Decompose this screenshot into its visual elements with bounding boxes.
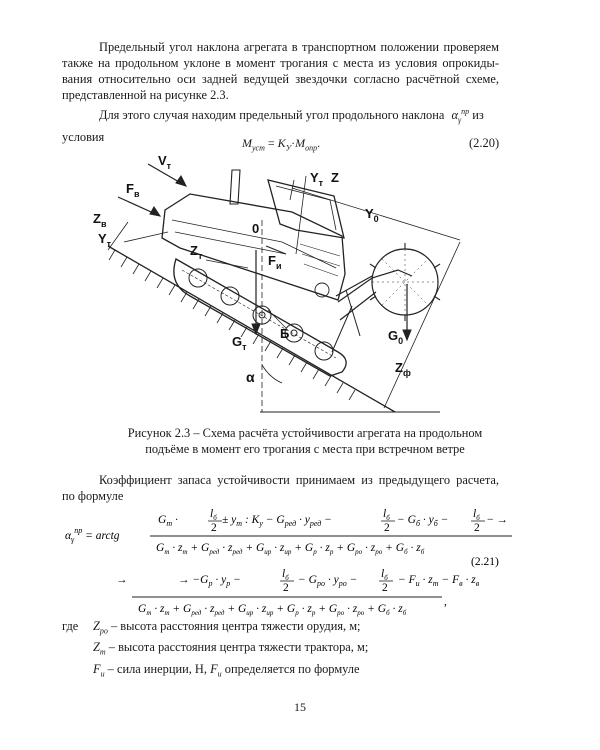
label-b: Б xyxy=(280,326,290,341)
definition-1: где $Z_{ро}$ – высота расстояния центра тяжести орудия, м; xyxy=(62,619,361,636)
exhaust-pipe xyxy=(230,170,240,204)
definitions xyxy=(62,618,369,682)
paragraph-2-text: Для этого случая находим предельный угол продольного наклона xyxy=(99,108,445,123)
svg-text:lб: $l_б$ xyxy=(381,568,388,582)
eq221-numerator-2 xyxy=(178,568,480,594)
svg-text:2: 2 xyxy=(283,582,289,594)
svg-text:2: 2 xyxy=(384,522,390,534)
svg-text:lб: $l_б$ xyxy=(282,568,289,582)
equation-2-20-number: (2.20) xyxy=(469,136,500,150)
svg-text:→ −Gр · yр −: → $-G_р \cdot y_р$ − xyxy=(178,574,241,588)
alpha-symbol: $\alpha_\gamma^{пр}$ xyxy=(451,107,470,125)
label-zero: 0 xyxy=(252,221,260,236)
svg-text:Gт ·: $G_т$ · xyxy=(158,514,178,528)
eq221-leading-arrow: → xyxy=(116,574,128,586)
paragraph-1-line-1: Предельный угол наклона агрегата в транспортном положении проверяем xyxy=(99,40,499,54)
label-f-i: $F_и$ xyxy=(268,253,282,271)
svg-text:2: 2 xyxy=(382,582,388,594)
eq221-comma: , xyxy=(444,596,447,608)
page-number: 15 xyxy=(294,700,306,714)
eq221-numerator-1 xyxy=(158,508,508,534)
label-y-t-left: $Y_т$ xyxy=(98,231,112,249)
svg-text:2: 2 xyxy=(474,522,480,534)
svg-text:lб: $l_б$ xyxy=(210,508,217,522)
svg-text:− Gб · yб −: − $G_б \cdot y_б$ − xyxy=(397,514,449,528)
paragraph-1-line-4: представленной на рисунке 2.3. xyxy=(62,88,229,102)
slope-hatching xyxy=(109,250,355,400)
svg-text:lб: $l_б$ xyxy=(383,508,390,522)
eq221-lhs: $\alpha_\gamma^{пр}$ = arctg xyxy=(65,526,120,544)
tractor-cab xyxy=(268,180,344,238)
paragraph-3-line-1: Коэффициент запаса устойчивости принимаем из предыдущего расчета, xyxy=(99,473,499,487)
paragraph-3 xyxy=(62,472,499,504)
paragraph-1 xyxy=(62,39,499,103)
label-v-t: $V_т$ xyxy=(158,153,172,171)
definition-2: $Z_т$ – высота расстояния центра тяжести трактора, м; xyxy=(93,640,369,657)
stability-diagram xyxy=(0,150,600,420)
label-z-v: $Z_в$ xyxy=(93,211,107,229)
figure-caption-line-2: подъёме в момент его трогания с места при встречном ветре xyxy=(145,442,465,456)
svg-text:2: 2 xyxy=(211,522,217,534)
equation-2-21 xyxy=(0,507,600,617)
figure-caption-line-1: Рисунок 2.3 – Схема расчёта устойчивости агрегата на продольном xyxy=(127,426,483,440)
label-g-t: $G_т$ xyxy=(232,334,247,352)
label-z-f: $Z_ф$ xyxy=(395,360,411,378)
label-y0: $Y_0$ xyxy=(365,206,379,224)
label-z-top: Z xyxy=(331,170,339,185)
where-label: где xyxy=(62,619,79,633)
svg-text:lб: $l_б$ xyxy=(473,508,480,522)
definition-3: $F_и$ – сила инерции, Н, $F_и$ определяется по формуле xyxy=(93,661,360,679)
dim-yt-left xyxy=(124,232,168,242)
paragraph-1-line-2: также на продольном уклоне в момент трогания с места из условия опрокиды- xyxy=(62,56,499,70)
dim-zf xyxy=(384,242,460,408)
paragraph-2-from: из xyxy=(469,108,484,123)
track-wheels xyxy=(189,269,333,360)
label-y-t-top: $Y_т$ xyxy=(310,170,324,188)
eq221-denominator-1: $G_т \cdot z_т + G_{ред} \cdot z_{ред} + G_{ир} \cdot z_{ир} + G_р \cdot z_р + G_{ро} \cdot z_{ро} + G_б \cdot z_б$ xyxy=(156,542,425,556)
label-f-v: $F_в$ xyxy=(126,181,140,199)
paragraph-1-line-3: вания относительно оси задней ведущей звездочки согласно расчётной схеме, xyxy=(62,72,499,86)
angle-arc xyxy=(262,365,282,383)
eq221-number: (2.21) xyxy=(471,556,499,568)
paragraph-3-line-2: по формуле xyxy=(62,489,124,503)
figure-caption xyxy=(60,425,550,457)
eq221-denominator-2: $G_т \cdot z_т + G_{ред} \cdot z_{ред} + G_{ир} \cdot z_{ир} + G_р \cdot z_р + G_{ро} \cdot z_{ро} + G_б \cdot z_б$ xyxy=(138,603,407,617)
label-g0: $G_0$ xyxy=(388,328,404,346)
paragraph-2-line-1 xyxy=(62,104,499,129)
label-alpha: α xyxy=(246,369,255,385)
svg-text:− Fи · zт − Fв · zв: − $F_и \cdot z_т - F_в \cdot z_в$ xyxy=(398,574,480,588)
label-z-t: $Z_т$ xyxy=(190,243,203,261)
svg-text:± yт : Kу − Gред · yред −: ± $y_т$ : $K_у - G_{ред} \cdot y_{ред}$ − xyxy=(222,514,332,528)
svg-text:− →: − → xyxy=(487,514,508,526)
svg-text:− Gро · yро −: − $G_{ро} \cdot y_{ро}$ − xyxy=(298,574,358,588)
equation-2-20: $M_{уст} = K_У\cdot M_{опр}$. xyxy=(242,136,321,153)
paragraph-2-line-2: условия xyxy=(62,129,105,144)
